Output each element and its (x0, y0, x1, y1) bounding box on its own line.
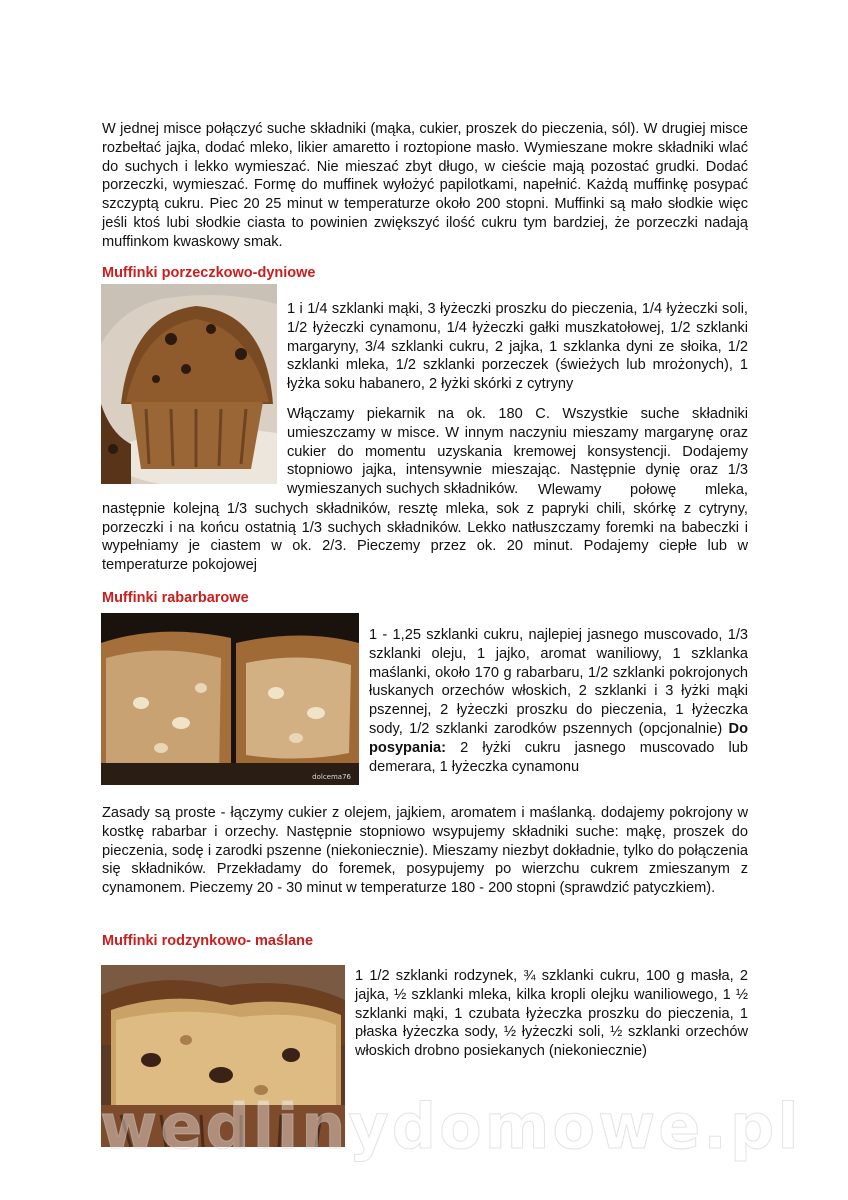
recipe-2-topping: 2 łyżki cukru jasnego muscovado lub demerara, 1 łyżeczka cynamonu (369, 739, 748, 775)
rhubarb-muffin-photo (101, 613, 359, 785)
watermark: wedlinydomowe.pl (100, 1090, 802, 1163)
recipe-3-ingredients: 1 1/2 szklanki rodzynek, ¾ szklanki cukru, 100 g masła, 2 jajka, ½ szklanki mleka, kilka kropli olejku waniliowego, 1 ½ szklanki mąki, 1 czubata łyżeczka proszku do pieczenia, 1 płaska łyżeczka sody, ½ łyżeczki soli, ½ szklanki orzechów włoskich drobno posiekanych (niekoniecznie) (355, 968, 748, 1060)
recipe-2-topping-label: Do posypania: (369, 720, 748, 756)
recipe-title-rabarbarowe: Muffinki rabarbarowe (102, 590, 249, 606)
recipe-1-method-side: Włączamy piekarnik na ok. 180 C. Wszystkie suche składniki umieszczamy w misce. W innym naczyniu mieszamy margarynę oraz cukier do momentu uzyskania kremowej konsystencji. Dodajemy stopniowo jajka, intensywnie mieszając. Następnie dynię oraz 1/3 wymieszanych suchych składników. (287, 406, 748, 498)
intro-paragraph: W jednej misce połączyć suche składniki (mąka, cukier, proszek do pieczenia, sól). W drugiej misce rozbełtać jajka, dodać mleko, likier amaretto i roztopione masło. Wymieszane mokre składniki wlać do suchych i lekko wymieszać. Nie mieszać zbyt długo, w cieście mają pozostać grudki. Dodać porzeczki, wymieszać. Formę do muffinek wyłożyć papilotkami, napełnić. Każdą muffinkę posypać szczyptą cukru. Piec 20 25 minut w temperaturze około 200 stopni. Muffinki są mało słodkie więc jeśli ktoś lubi słodkie ciasta to powinien zwiększyć ilość cukru tym bardziej, że porzeczki nadają muffinkom kwaskowy smak. (102, 121, 748, 250)
image-credit: dolcema76 (312, 773, 351, 781)
recipe-title-porzeczkowo-dyniowe: Muffinki porzeczkowo-dyniowe (102, 265, 316, 281)
recipe-2-ingredients: 1 - 1,25 szklanki cukru, najlepiej jasnego muscovado, 1/3 szklanki oleju, 1 jajko, aromat waniliowy, 1 szklanka maślanki, około 170 g rabarbaru, 1/2 szklanki pokrojonych łuskanych orzechów włoskich, 2 szklanki i 3 łyżki mąki pszennej, 2 łyżeczki proszku do pieczenia, 1 łyżeczka sody, 1/2 szklanki zarodków pszennych (opcjonalnie) (369, 627, 748, 737)
recipe-2-ingredients-block (369, 626, 748, 776)
recipe-title-rodzynkowo-maslane: Muffinki rodzynkowo- maślane (102, 933, 314, 949)
pumpkin-muffin-photo (101, 284, 277, 484)
recipe-1-ingredients: 1 i 1/4 szklanki mąki, 3 łyżeczki proszku do pieczenia, 1/4 łyżeczki soli, 1/2 łyżeczki cynamonu, 1/4 łyżeczki gałki muszkatołowej, 1/2 szklanki margaryny, 3/4 szklanki cukru, 2 jajka, 1 szklanka dyni ze słoika, 1/2 szklanki mleka, 1/2 szklanki porzeczek (świeżych lub mrożonych), 1 łyżka soku habanero, 2 łyżki skórki z cytryny (287, 301, 748, 393)
recipe-1-method-full: Wlewamy połowę mleka, następnie kolejną 1/3 suchych składników, resztę mleka, sok z papryki chili, skórkę z cytryny, porzeczki i na końcu ostatnią 1/3 suchych składników. Lekko natłuszczamy foremki na babeczki i wypełniamy je ciastem w ok. 2/3. Pieczemy przez ok. 20 minut. Podajemy ciepłe lub w temperaturze pokojowej (102, 482, 748, 574)
recipe-2-method: Zasady są proste - łączymy cukier z olejem, jajkiem, aromatem i maślanką. dodajemy pokrojony w kostkę rabarbar i orzechy. Następnie stopniowo wsypujemy składniki suche: mąkę, proszek do pieczenia, sodę i zarodki pszenne (niekoniecznie). Mieszamy niezbyt dokładnie, tylko do połączenia się składników. Przekładamy do foremek, posypujemy po wierzchu cukrem zmieszanym z cynamonem. Pieczemy 20 - 30 minut w temperaturze 180 - 200 stopni (sprawdzić patyczkiem). (102, 805, 748, 897)
